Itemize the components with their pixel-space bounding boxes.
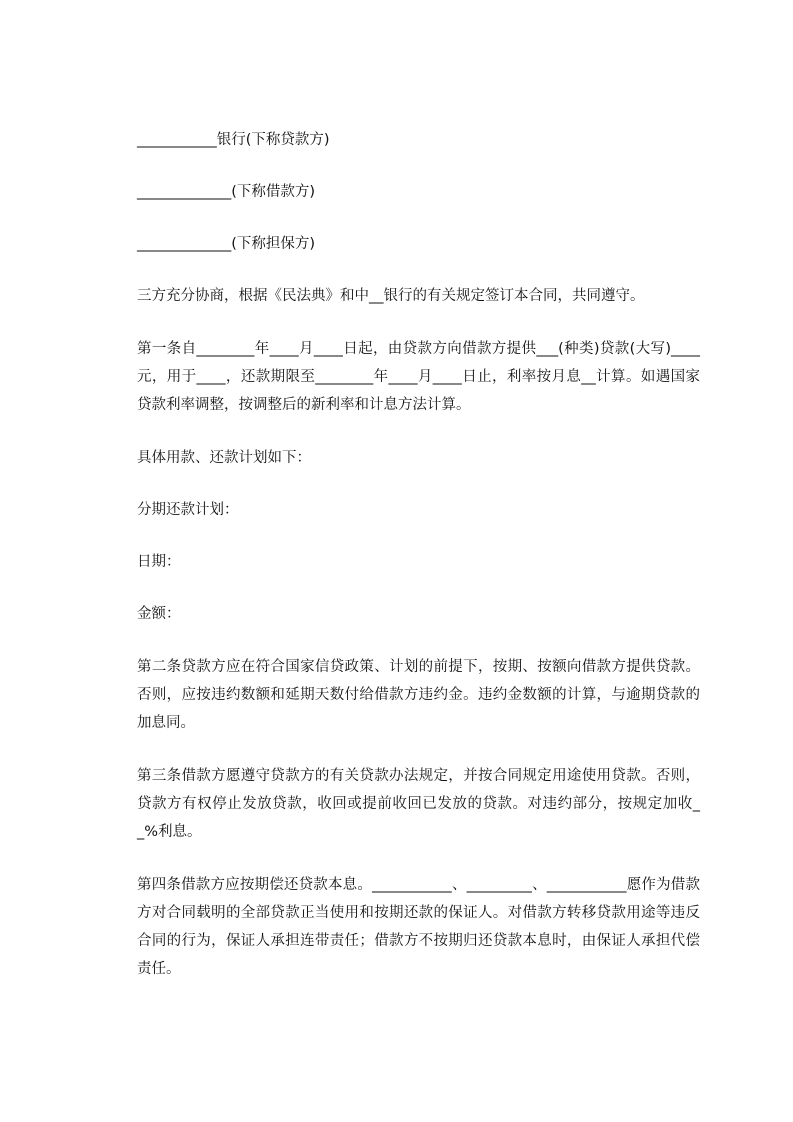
document-body	[137, 126, 700, 983]
installment-plan-label: 分期还款计划：	[137, 502, 239, 518]
article-1: 第一条自________年____月____日起，由贷款方向借款方提供___(种类)贷款(大写)____元，用于____，还款期限至________年____月____日止，利率按月息__计算。如遇国家贷款利率调整，按调整后的新利率和计息方法计算。	[137, 341, 700, 413]
article-3: 第三条借款方愿遵守贷款方的有关贷款办法规定，并按合同规定用途使用贷款。否则，贷款方有权停止发放贷款，收回或提前收回已发放的贷款。对违约部分，按规定加收__%利息。	[137, 768, 700, 840]
guarantor-line: _____________(下称担保方)	[137, 236, 316, 252]
lender-line: ___________银行(下称贷款方)	[137, 132, 330, 148]
amount-label: 金额：	[137, 606, 181, 622]
agreement-preamble: 三方充分协商，根据《民法典》和中__银行的有关规定签订本合同，共同遵守。	[137, 288, 645, 304]
date-label: 日期：	[137, 554, 181, 570]
article-2: 第二条贷款方应在符合国家信贷政策、计划的前提下，按期、按额向借款方提供贷款。否则，应按违约数额和延期天数付给借款方违约金。违约金数额的计算，与逾期贷款的加息同。	[137, 659, 700, 731]
plan-intro: 具体用款、还款计划如下：	[137, 450, 311, 466]
article-4: 第四条借款方应按期偿还贷款本息。___________、_________、___________愿作为借款方对合同载明的全部贷款正当使用和按期还款的保证人。对借款方转移贷款用途等违反合同的行为，保证人承担连带责任；借款方不按期归还贷款本息时，由保证人承担代偿责任。	[137, 877, 700, 977]
borrower-line: _____________(下称借款方)	[137, 184, 316, 200]
